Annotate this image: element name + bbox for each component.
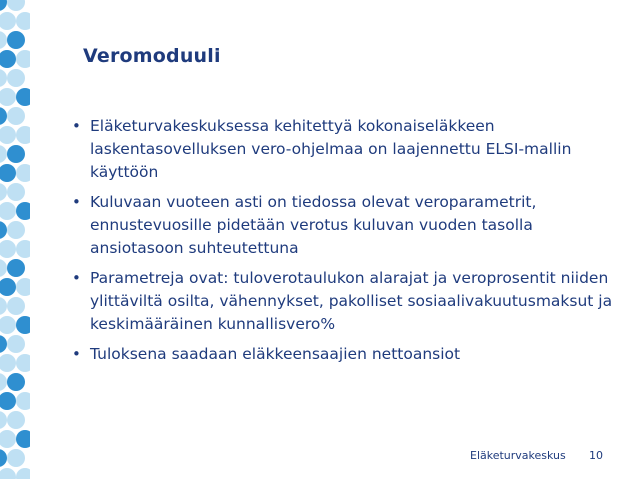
bullet-item bbox=[70, 115, 615, 184]
bullet-item bbox=[70, 267, 615, 336]
pattern-circle bbox=[0, 335, 7, 353]
pattern-circle bbox=[7, 107, 25, 125]
bullet-list bbox=[70, 115, 615, 373]
pattern-circle bbox=[7, 373, 25, 391]
pattern-circle bbox=[16, 468, 30, 479]
pattern-circle bbox=[7, 183, 25, 201]
side-circle-pattern-icon bbox=[0, 0, 30, 479]
pattern-circle bbox=[0, 468, 16, 479]
pattern-circle bbox=[16, 126, 30, 144]
pattern-circle bbox=[16, 240, 30, 258]
pattern-circle bbox=[0, 411, 7, 429]
pattern-circle bbox=[0, 50, 16, 68]
bullet-text: Parametreja ovat: tuloverotaulukon alarajat ja veroprosentit niiden ylittäviltä osilta, vähennykset, pakolliset sosiaalivakuutusmaksut ja keskimääräinen kunnallisvero% bbox=[90, 269, 613, 333]
pattern-circle bbox=[7, 411, 25, 429]
bullet-symbol: • bbox=[72, 345, 81, 363]
page-number: 10 bbox=[589, 449, 603, 462]
pattern-circle bbox=[0, 316, 16, 334]
pattern-circle bbox=[7, 145, 25, 163]
pattern-circle bbox=[16, 50, 30, 68]
bullet-item bbox=[70, 191, 615, 260]
bullet-symbol: • bbox=[72, 117, 81, 135]
pattern-circle bbox=[16, 392, 30, 410]
pattern-circle bbox=[0, 183, 7, 201]
pattern-circle bbox=[0, 297, 7, 315]
pattern-circle bbox=[0, 107, 7, 125]
pattern-circle bbox=[16, 354, 30, 372]
bullet-text: Tuloksena saadaan eläkkeensaajien nettoansiot bbox=[90, 345, 461, 363]
bullet-symbol: • bbox=[72, 193, 81, 211]
pattern-circle bbox=[0, 278, 16, 296]
pattern-circle bbox=[7, 449, 25, 467]
pattern-circle bbox=[16, 430, 30, 448]
pattern-circle bbox=[0, 145, 7, 163]
pattern-circle bbox=[16, 202, 30, 220]
pattern-circle bbox=[7, 335, 25, 353]
pattern-circle bbox=[7, 69, 25, 87]
bullet-item bbox=[70, 343, 615, 366]
pattern-circle bbox=[0, 221, 7, 239]
pattern-circle bbox=[0, 392, 16, 410]
pattern-circle bbox=[16, 278, 30, 296]
pattern-circle bbox=[0, 259, 7, 277]
pattern-circle bbox=[0, 69, 7, 87]
pattern-circle bbox=[16, 164, 30, 182]
bullet-symbol: • bbox=[72, 269, 81, 287]
bullet-text: Kuluvaan vuoteen asti on tiedossa olevat veroparametrit, ennustevuosille pidetään verotus kuluvan vuoden tasolla ansiotasoon suhteutettuna bbox=[90, 193, 537, 257]
pattern-circle bbox=[7, 31, 25, 49]
pattern-circle bbox=[0, 12, 16, 30]
pattern-circle bbox=[0, 430, 16, 448]
pattern-circle bbox=[7, 0, 25, 11]
pattern-circle bbox=[0, 126, 16, 144]
pattern-circle bbox=[0, 164, 16, 182]
bullet-text: Eläketurvakeskuksessa kehitettyä kokonaiseläkkeen laskentasovelluksen vero-ohjelmaa on laajennettu ELSI-mallin käyttöön bbox=[90, 117, 572, 181]
pattern-circle bbox=[0, 354, 16, 372]
pattern-circle bbox=[16, 88, 30, 106]
pattern-circle bbox=[0, 449, 7, 467]
pattern-circle bbox=[0, 0, 7, 11]
pattern-circle bbox=[7, 221, 25, 239]
pattern-circle bbox=[16, 316, 30, 334]
pattern-circle bbox=[0, 240, 16, 258]
pattern-circle bbox=[16, 12, 30, 30]
pattern-circle bbox=[7, 259, 25, 277]
pattern-circle bbox=[0, 88, 16, 106]
pattern-circle bbox=[7, 297, 25, 315]
pattern-circle bbox=[0, 202, 16, 220]
pattern-circle bbox=[0, 373, 7, 391]
footer-organization: Eläketurvakeskus bbox=[470, 449, 566, 462]
pattern-circle bbox=[0, 31, 7, 49]
slide-title: Veromoduuli bbox=[83, 45, 221, 67]
